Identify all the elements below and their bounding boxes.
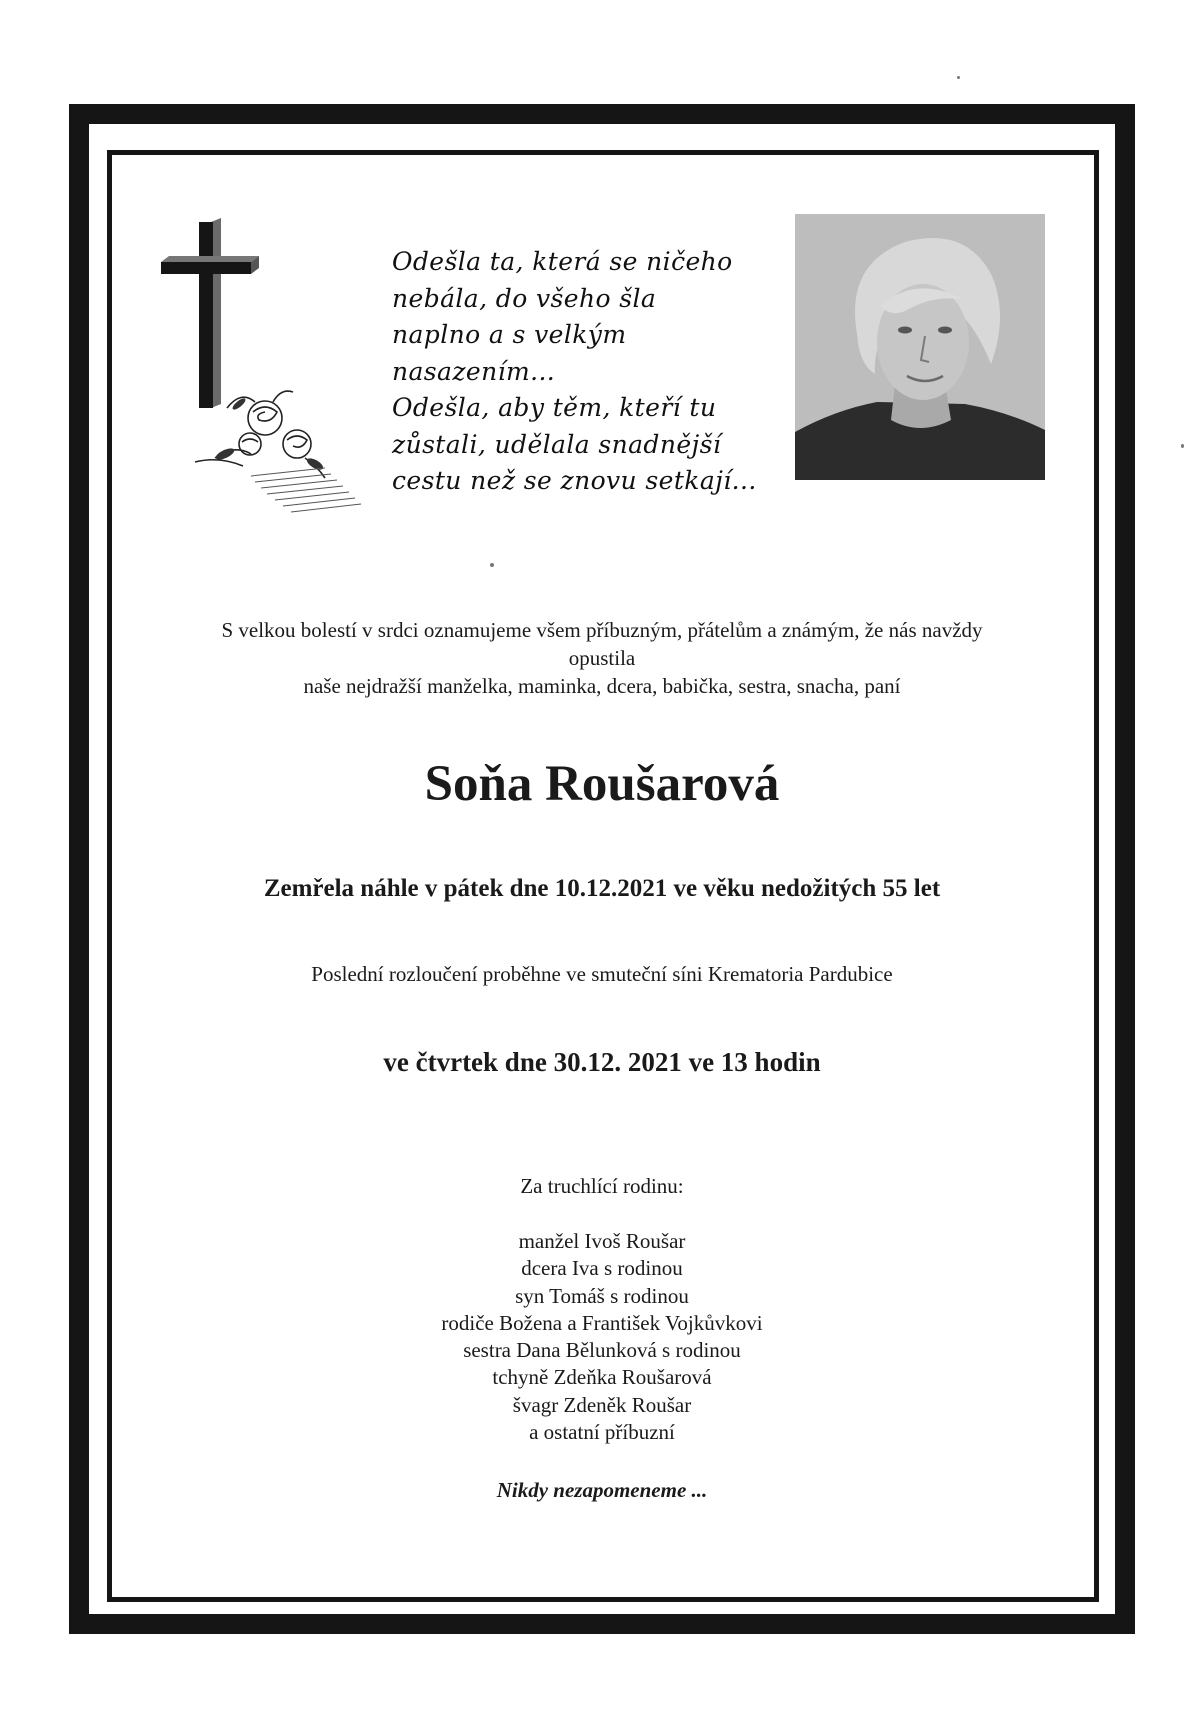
scan-speck xyxy=(1181,444,1184,448)
announcement-line: S velkou bolestí v srdci oznamujeme všem příbuzným, přátelům a známým, že nás navždy xyxy=(221,618,983,642)
family-heading: Za truchlící rodinu: xyxy=(520,1174,684,1198)
poem-line: naplno a s velkým xyxy=(392,320,627,349)
family-member: rodiče Božena a František Vojkůvkovi xyxy=(441,1310,763,1335)
poem-line: zůstali, udělala snadnější xyxy=(392,429,722,459)
death-notice: Zemřela náhle v pátek dne 10.12.2021 ve věku nedožitých 55 let xyxy=(263,875,941,902)
family-list xyxy=(150,1228,1054,1446)
announcement-line: naše nejdražší manželka, maminka, dcera, babička, sestra, snacha, paní xyxy=(303,674,901,698)
family-member: a ostatní příbuzní xyxy=(529,1420,675,1445)
scan-speck xyxy=(957,76,960,79)
family-member: syn Tomáš s rodinou xyxy=(515,1283,689,1308)
farewell-text: Poslední rozloučení proběhne ve smuteční síni Krematoria Pardubice xyxy=(311,962,893,986)
farewell-datetime: ve čtvrtek dne 30.12. 2021 ve 13 hodin xyxy=(383,1047,821,1077)
announcement xyxy=(150,616,1054,700)
scan-speck xyxy=(490,563,494,567)
family-member: dcera Iva s rodinou xyxy=(521,1256,683,1281)
family-member: tchyně Zdeňka Roušarová xyxy=(492,1365,712,1390)
family-member: švagr Zdeněk Roušar xyxy=(512,1392,692,1417)
cross-with-roses-icon xyxy=(155,218,385,518)
family-member: manžel Ivoš Roušar xyxy=(518,1229,686,1253)
deceased-name: Soňa Roušarová xyxy=(424,756,780,812)
poem-line: Odešla ta, která se ničeho xyxy=(392,247,733,276)
poem-line: cestu než se znovu setkají... xyxy=(392,466,757,495)
family-member: sestra Dana Bělunková s rodinou xyxy=(463,1338,741,1363)
memorial-poem xyxy=(392,244,792,500)
poem-line: nasazením... xyxy=(392,356,556,386)
poem-line: Odešla, aby těm, kteří tu xyxy=(392,393,717,422)
portrait-photo xyxy=(795,214,1045,480)
poem-line: nebála, do všeho šla xyxy=(392,283,657,313)
closing-line: Nikdy nezapomeneme ... xyxy=(496,1478,708,1502)
announcement-line: opustila xyxy=(568,646,636,670)
